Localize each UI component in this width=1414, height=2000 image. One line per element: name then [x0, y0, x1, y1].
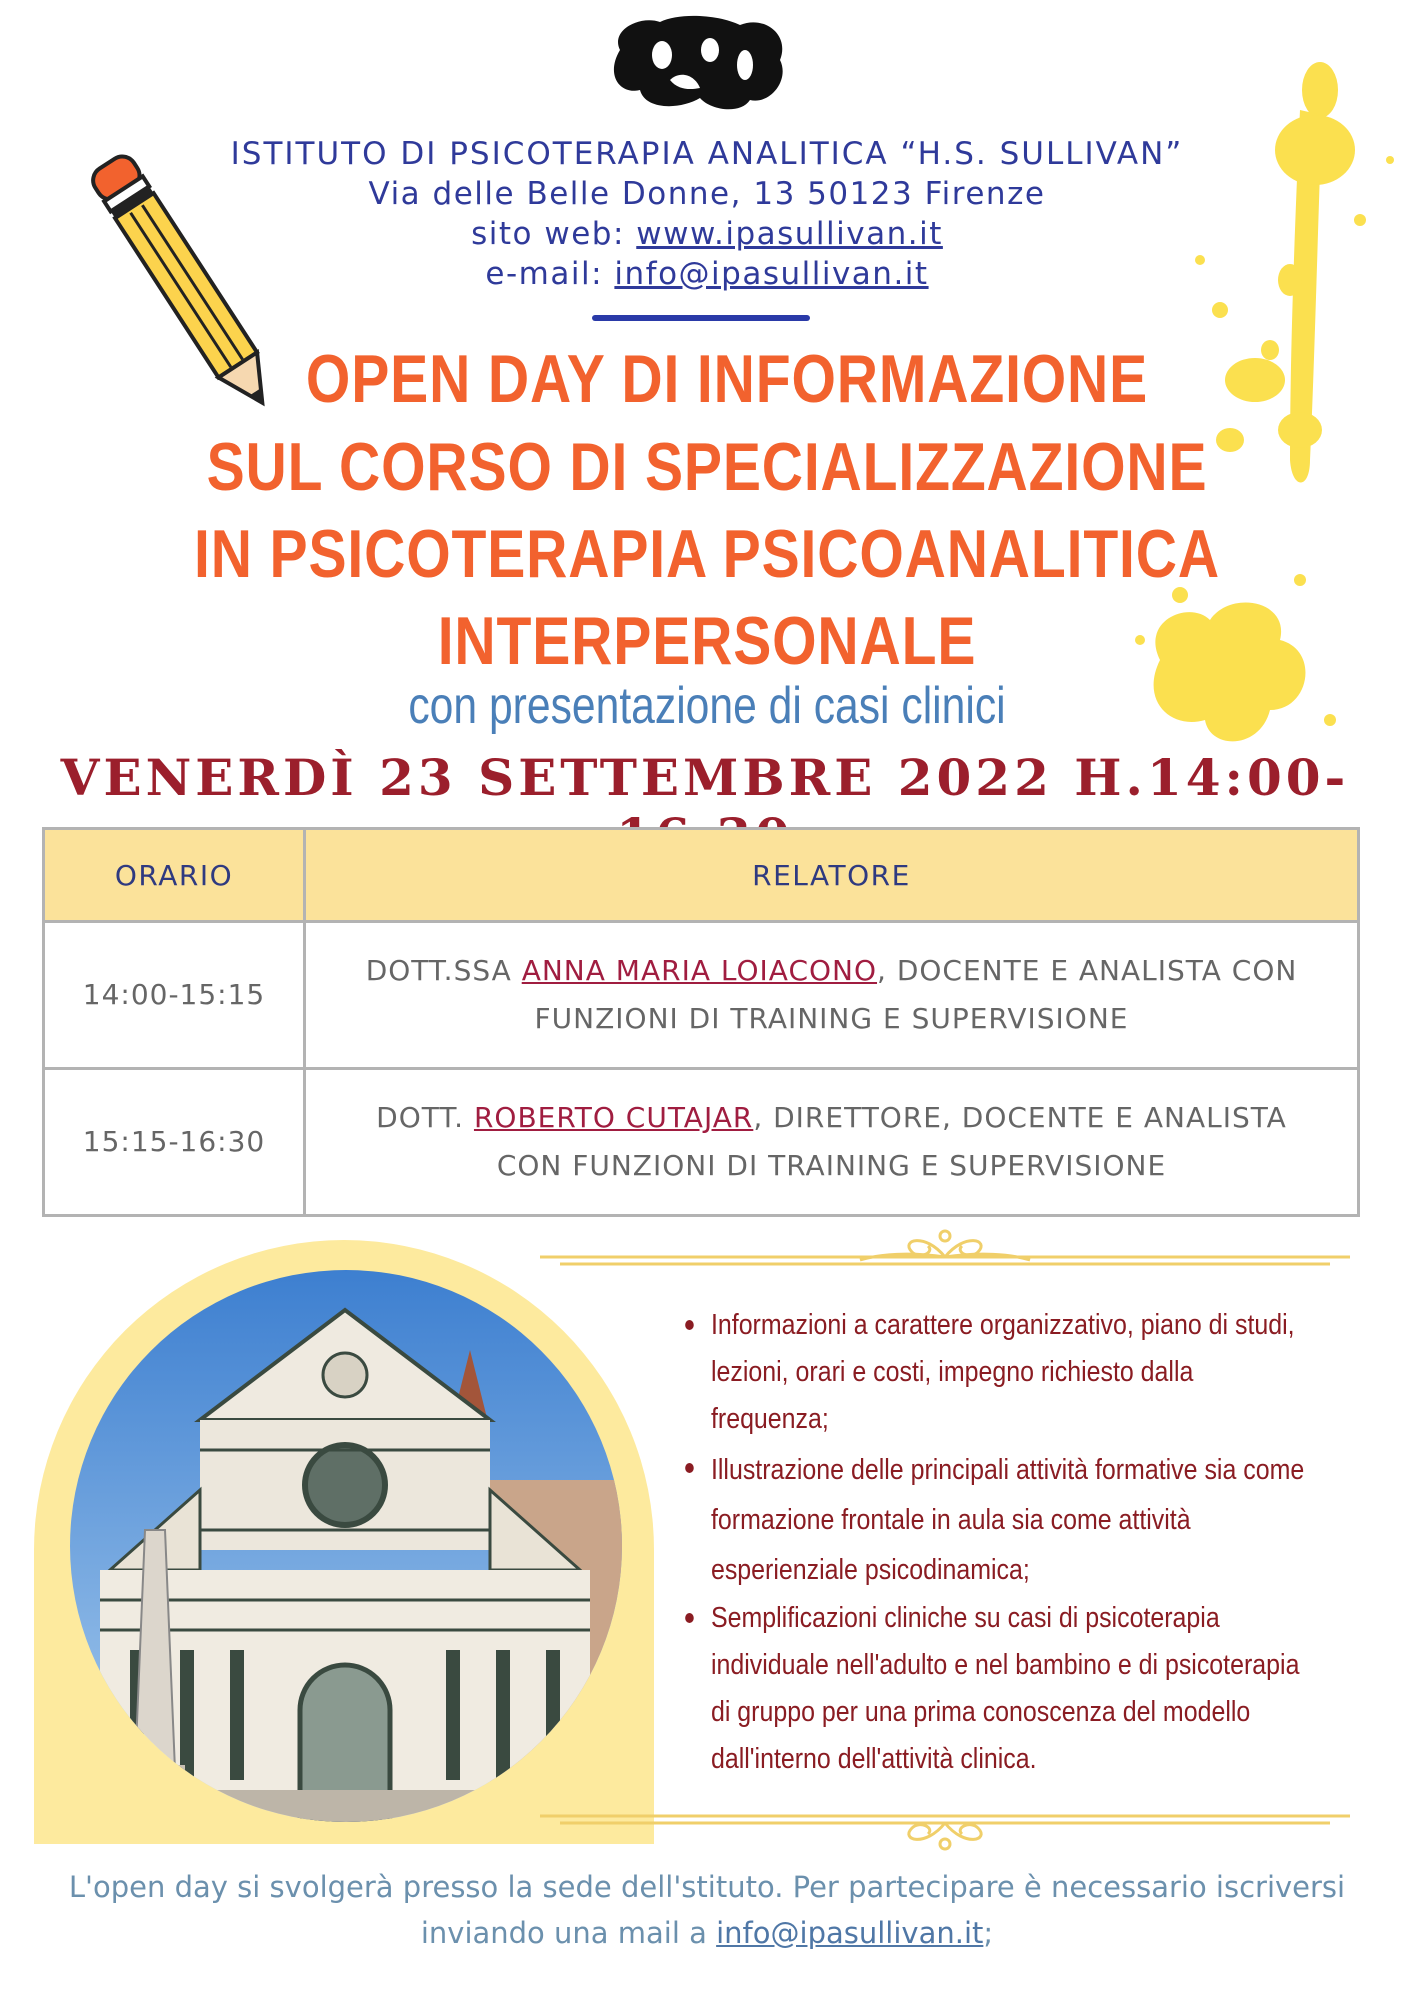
website-label: sito web: — [471, 216, 637, 252]
email-link[interactable]: info@ipasullivan.it — [614, 256, 929, 292]
table-row — [44, 922, 1359, 1069]
title-line-2: SUL CORSO DI SPECIALIZZAZIONE — [206, 429, 1208, 505]
footer-line-1: L'open day si svolgerà presso la sede dell'stituto. Per partecipare è necessario iscriversi — [68, 1870, 1346, 1904]
row-time: 14:00-15:15 — [44, 922, 305, 1069]
event-date: VENERDÌ 23 SETTEMBRE 2022 H.14:00- — [60, 748, 1350, 807]
schedule-table — [42, 827, 1360, 1217]
table-row — [44, 1069, 1359, 1216]
table-header-row — [44, 829, 1359, 922]
institute-email-line — [0, 256, 1414, 292]
row-speaker — [305, 1069, 1359, 1216]
footer-email-link[interactable]: info@ipasullivan.it — [716, 1916, 984, 1950]
footer-line-2-suffix: ; — [983, 1916, 994, 1950]
list-item: Semplificazioni cliniche su casi di psicoterapia individuale nell'adulto e nel bambino e di psicoterapia di gruppo per una prima conoscenza del modello dall'interno dell'attività clinica. — [680, 1595, 1316, 1783]
title-line-3: IN PSICOTERAPIA PSICOANALITICA — [194, 516, 1220, 592]
ornament-divider-bottom — [540, 1798, 1350, 1858]
footer-note — [0, 1864, 1414, 1956]
ornament-divider-top — [540, 1222, 1350, 1282]
info-bullet-list — [680, 1302, 1320, 1783]
institute-name: ISTITUTO DI PSICOTERAPIA ANALITICA “H.S. SULLIVAN” — [230, 136, 1184, 172]
header-relatore: RELATORE — [305, 829, 1359, 922]
row-time: 15:15-16:30 — [44, 1069, 305, 1216]
speaker-role: , DOCENTE E ANALISTA CON FUNZIONI DI TRAINING E SUPERVISIONE — [534, 954, 1298, 1035]
email-label: e-mail: — [485, 256, 615, 292]
speaker-name-link[interactable]: ROBERTO CUTAJAR — [473, 1101, 754, 1134]
title-line-4: INTERPERSONALE — [437, 603, 977, 679]
footer-line-2-prefix: inviando una mail a — [420, 1916, 717, 1950]
header-orario: ORARIO — [44, 829, 305, 922]
subtitle: con presentazione di casi clinici — [408, 677, 1006, 735]
speaker-role: , DIRETTORE, DOCENTE E ANALISTA CON FUNZIONI DI TRAINING E SUPERVISIONE — [496, 1101, 1287, 1182]
santa-maria-novella-photo — [70, 1270, 622, 1822]
speaker-name-link[interactable]: ANNA MARIA LOIACONO — [521, 954, 878, 987]
header-divider — [592, 315, 810, 321]
institute-website-line — [0, 216, 1414, 252]
title-line-1: OPEN DAY DI INFORMAZIONE — [305, 341, 1149, 417]
institute-address: Via delle Belle Donne, 13 50123 Firenze — [368, 176, 1046, 212]
website-link[interactable]: www.ipasullivan.it — [636, 216, 943, 252]
institute-logo — [600, 10, 800, 120]
row-speaker — [305, 922, 1359, 1069]
list-item: Illustrazione delle principali attività formative sia come formazione frontale in aula sia come attività esperienziale psicodinamica; — [680, 1445, 1316, 1595]
speaker-prefix: DOTT. — [376, 1101, 474, 1134]
speaker-prefix: DOTT.SSA — [365, 954, 522, 987]
list-item: Informazioni a carattere organizzativo, piano di studi, lezioni, orari e costi, impegno richiesto dalla frequenza; — [680, 1302, 1316, 1443]
footer-line-2 — [0, 1910, 1414, 1956]
